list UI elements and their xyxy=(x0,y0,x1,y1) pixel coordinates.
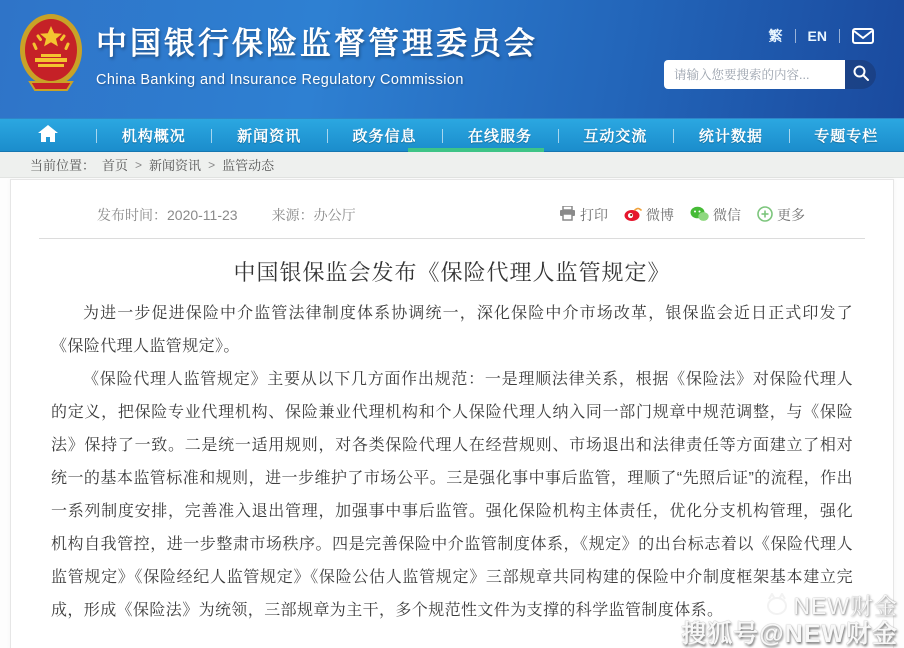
nav-item-xinwenzixun[interactable]: 新闻资讯 xyxy=(211,119,326,151)
header-utilities xyxy=(769,26,874,46)
source: 来源：办公厅 xyxy=(271,207,356,223)
site-title: 中国银行保险监督管理委员会 xyxy=(96,26,538,61)
home-icon xyxy=(38,125,58,146)
nav-item-zhuantizhuanlan[interactable]: 专题专栏 xyxy=(789,119,904,151)
print-button[interactable]: 打印 xyxy=(559,205,608,225)
search-input[interactable] xyxy=(664,60,845,89)
breadcrumb-separator: > xyxy=(135,157,143,172)
meta-divider xyxy=(39,238,865,239)
traditional-chinese-link[interactable]: 繁 xyxy=(768,28,783,44)
watermark-account: 搜狐号@NEW财金 xyxy=(681,619,898,648)
article-title: 中国银保监会发布《保险代理人监管规定》 xyxy=(233,260,671,285)
nav-item-jigougaikuang[interactable]: 机构概况 xyxy=(96,119,211,151)
main-nav xyxy=(0,118,904,152)
nav-home[interactable] xyxy=(0,119,96,151)
nav-item-tongjishuju[interactable]: 统计数据 xyxy=(673,119,788,151)
weibo-icon xyxy=(624,206,642,224)
site-subtitle-en: China Banking and Insurance Regulatory Commission xyxy=(96,72,464,88)
article-panel xyxy=(10,179,894,648)
breadcrumb xyxy=(0,152,904,178)
breadcrumb-current[interactable]: 监管动态 xyxy=(222,158,275,173)
search-icon xyxy=(852,64,870,85)
more-share-button[interactable]: 更多 xyxy=(757,205,805,225)
national-emblem-icon xyxy=(18,12,84,94)
watermark-brand: NEW财金 xyxy=(793,593,898,620)
more-icon xyxy=(757,206,773,225)
article-meta xyxy=(11,180,893,225)
search-bar xyxy=(664,60,876,89)
article-body xyxy=(11,287,893,627)
publish-date: 发布时间：2020-11-23 xyxy=(97,207,238,223)
divider xyxy=(795,29,796,43)
print-icon xyxy=(559,206,576,224)
search-button[interactable] xyxy=(845,60,876,89)
wechat-share-button[interactable]: 微信 xyxy=(690,205,741,225)
nav-item-hudongjiaoliu[interactable]: 互动交流 xyxy=(558,119,673,151)
article-paragraph: 《保险代理人监管规定》主要从以下几方面作出规范：一是理顺法律关系，根据《保险法》对保险代理人的定义，把保险专业代理机构、保险兼业代理机构和个人保险代理人纳入同一部门规章中规范调整，与《保险法》保持了一致。二是统一适用规则，对各类保险代理人在经营规则、市场退出和法律责任等方面建立了相对统一的基本监管标准和规则，进一步维护了市场公平。三是强化事中事后监管，理顺了“先照后证”的流程，作出一系列制度安排，完善准入退出管理，加强事中事后监管。强化保险机构主体责任，优化分支机构管理，强化机构自我管控，进一步整肃市场秩序。四是完善保险中介监管制度体系，《规定》的出台标志着以《保险代理人监管规定》《保险经纪人监管规定》《保险公估人监管规定》三部规章共同构建的保险中介制度框架基本建立完成，形成《保险法》为统领，三部规章为主干，多个规范性文件为支撑的科学监管制度体系。 xyxy=(51,371,853,619)
breadcrumb-news[interactable]: 新闻资讯 xyxy=(149,158,202,173)
english-link[interactable]: EN xyxy=(807,28,827,44)
mail-icon[interactable] xyxy=(852,28,874,44)
site-header xyxy=(0,0,904,118)
divider xyxy=(839,29,840,43)
breadcrumb-separator: > xyxy=(208,157,216,172)
article-paragraph: 为进一步促进保险中介监管法律制度体系协调统一，深化保险中介市场改革，银保监会近日正式印发了《保险代理人监管规定》。 xyxy=(51,305,853,355)
nav-item-zaixianfuwu[interactable]: 在线服务 xyxy=(442,119,557,151)
breadcrumb-home[interactable]: 首页 xyxy=(102,158,129,173)
wechat-icon xyxy=(690,206,709,225)
nav-active-indicator xyxy=(408,148,544,152)
breadcrumb-prefix: 当前位置： xyxy=(30,158,96,173)
nav-item-zhengwuxinxi[interactable]: 政务信息 xyxy=(327,119,442,151)
weibo-share-button[interactable]: 微博 xyxy=(624,205,674,225)
